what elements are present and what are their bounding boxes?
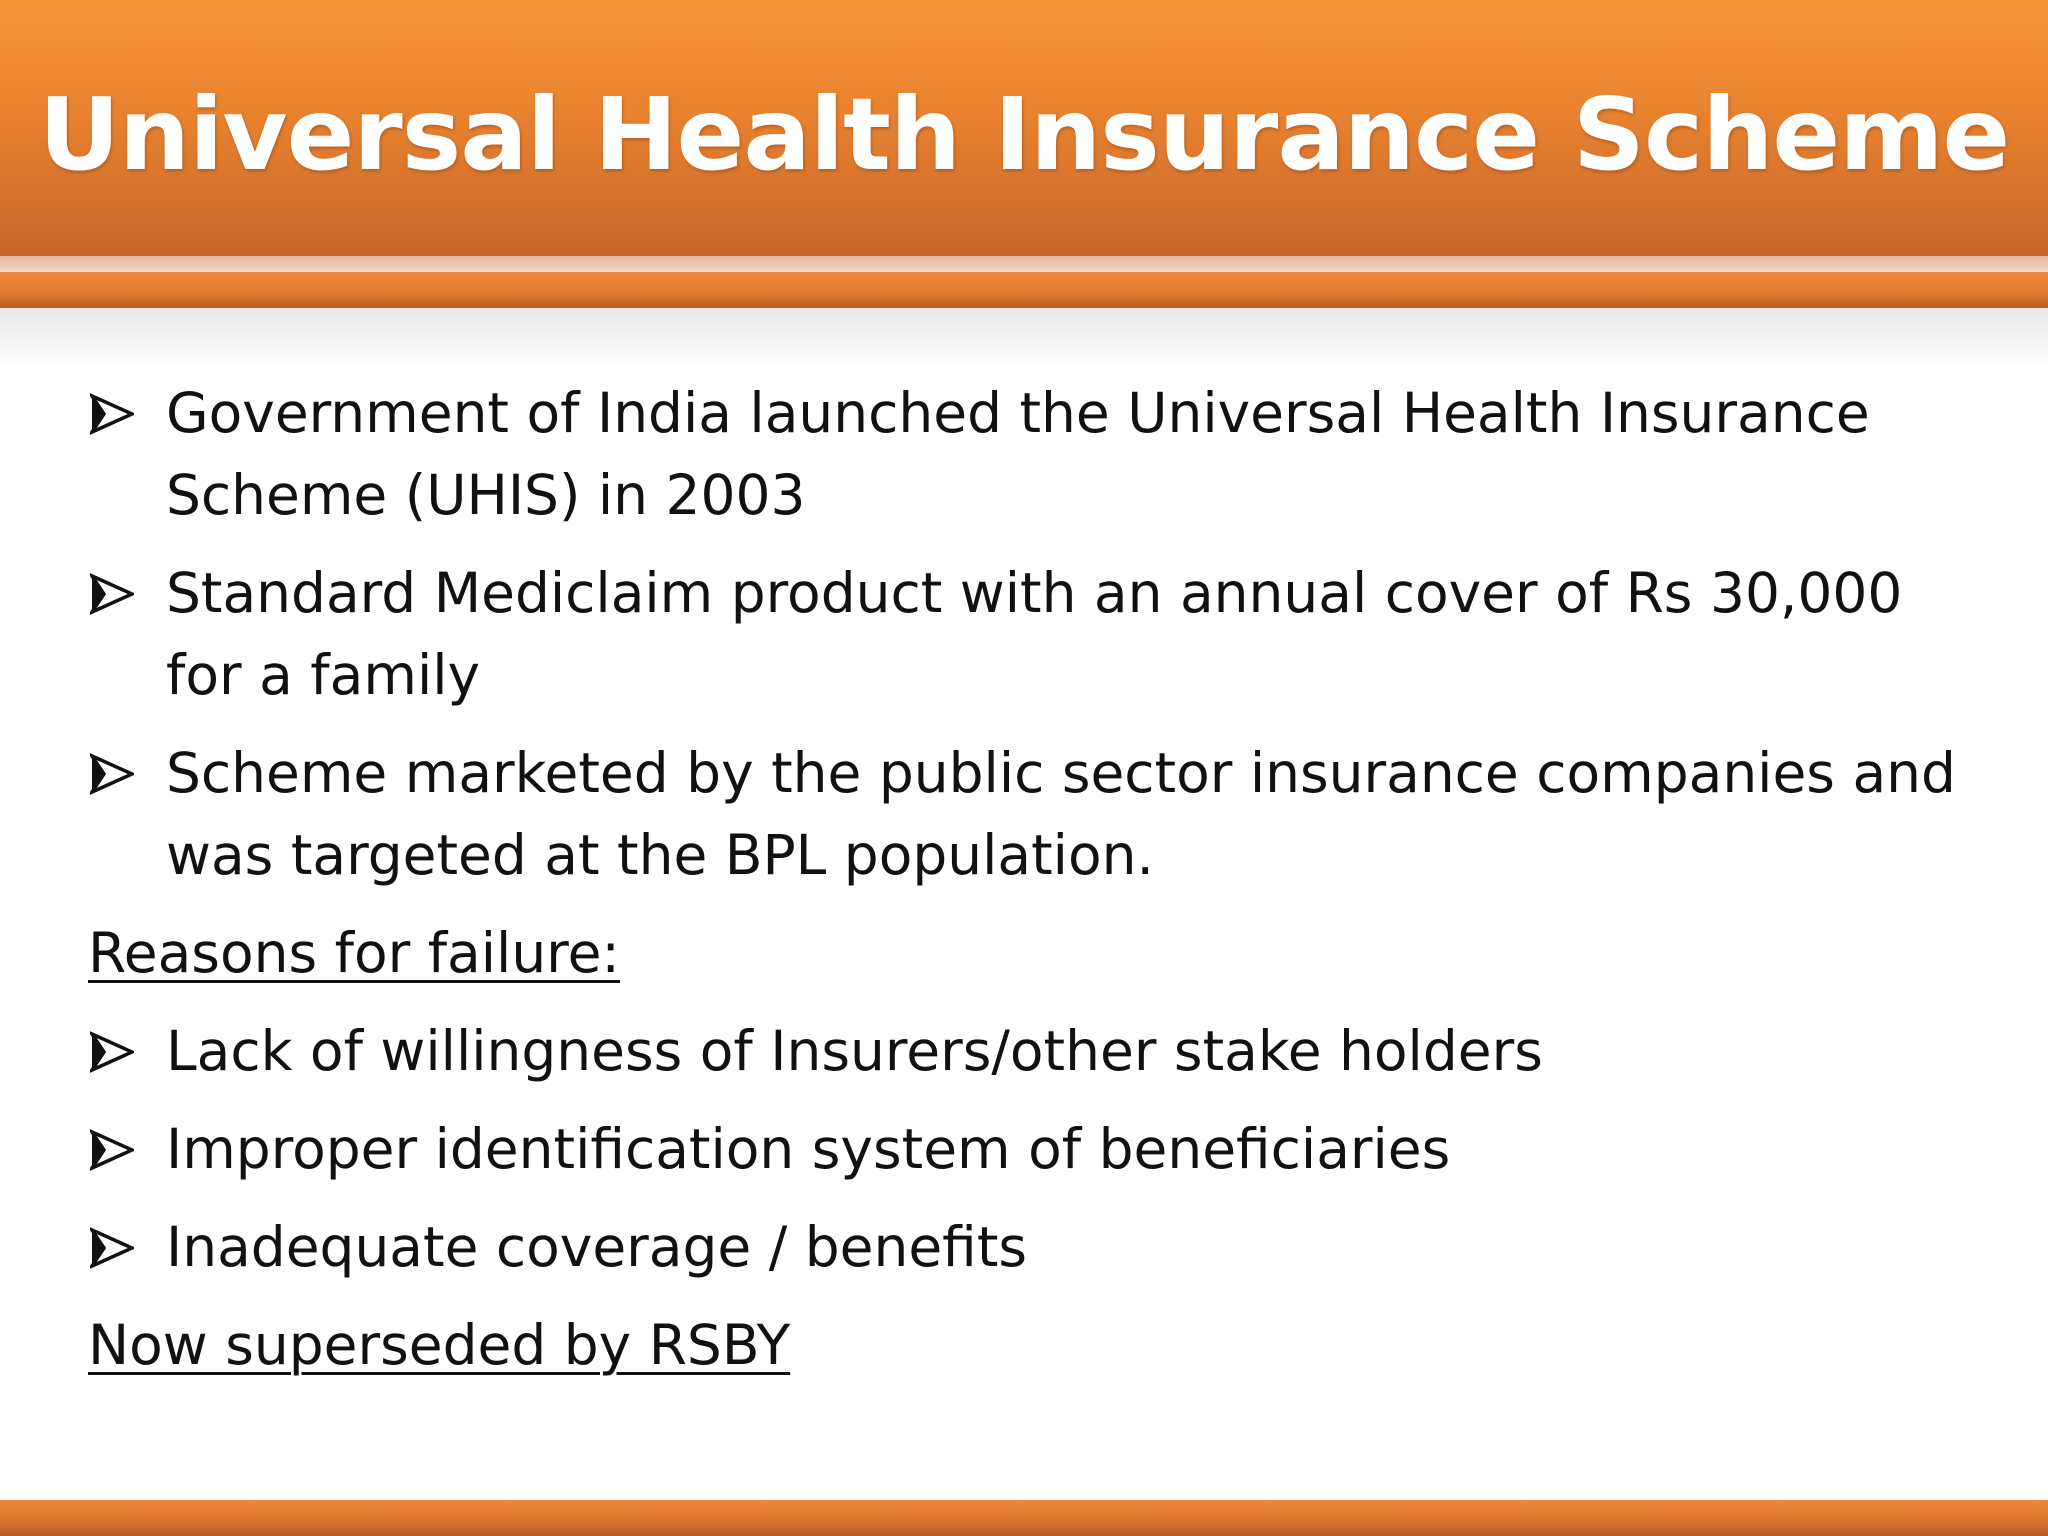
slide-title: Universal Health Insurance Scheme <box>38 76 2010 193</box>
arrow-bullet-icon <box>90 732 138 814</box>
arrow-bullet-icon <box>90 372 138 454</box>
bullet-text: Standard Mediclaim product with an annual cover of Rs 30,000 for a family <box>166 561 1903 707</box>
reason-text: Lack of willingness of Insurers/other stake holders <box>166 1019 1543 1083</box>
reason-text: Improper identification system of beneficiaries <box>166 1117 1451 1181</box>
slide-content <box>88 372 1988 1402</box>
reason-item <box>88 1108 1988 1190</box>
arrow-bullet-icon <box>90 1108 138 1190</box>
closing-note: Now superseded by RSBY <box>88 1313 791 1377</box>
reasons-heading: Reasons for failure: <box>88 921 620 985</box>
title-band <box>0 272 2048 308</box>
footer-band <box>0 1500 2048 1536</box>
title-shadow <box>0 308 2048 368</box>
bullet-text: Government of India launched the Universal Health Insurance Scheme (UHIS) in 2003 <box>166 381 1870 527</box>
arrow-bullet-icon <box>90 1010 138 1092</box>
bullet-text: Scheme marketed by the public sector insurance companies and was targeted at the BPL population. <box>166 741 1956 887</box>
reason-item <box>88 1206 1988 1288</box>
bullet-item <box>88 372 1988 536</box>
bullet-item <box>88 552 1988 716</box>
reason-text: Inadequate coverage / benefits <box>166 1215 1028 1279</box>
arrow-bullet-icon <box>90 552 138 634</box>
title-separator <box>0 256 2048 272</box>
reason-item <box>88 1010 1988 1092</box>
arrow-bullet-icon <box>90 1206 138 1288</box>
bullet-item <box>88 732 1988 896</box>
